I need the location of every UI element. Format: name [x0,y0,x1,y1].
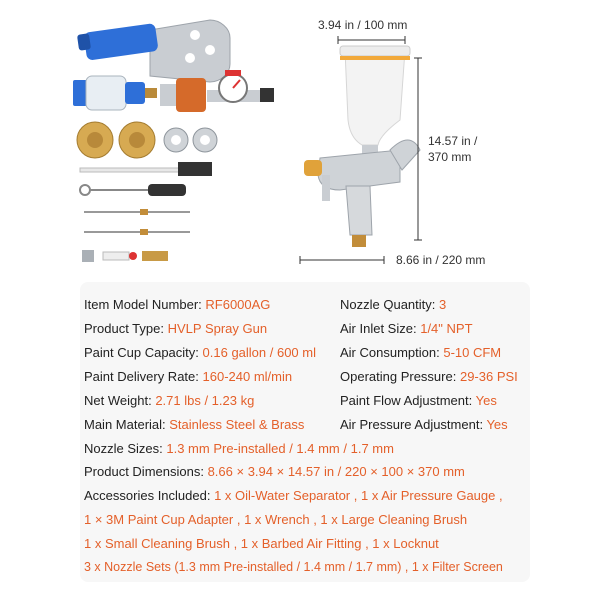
spray-gun-icon [304,46,420,247]
spec-label: Item Model Number: [84,297,202,312]
oil-water-separator-icon [73,76,157,110]
spec-label: Main Material: [84,417,166,432]
spec-value: 8.66 × 3.94 × 14.57 in / 220 × 100 × 370 mm [207,464,465,479]
product-image-area [0,0,600,270]
spec-label: Product Type: [84,321,164,336]
spec-value: 29-36 PSI [459,369,518,384]
product-illustration [0,0,600,270]
spec-row-cup [84,345,316,361]
spec-value: 2.71 lbs / 1.23 kg [155,393,255,408]
spec-label: Paint Cup Capacity: [84,345,199,360]
height-dimension-label-line1: 14.57 in / [428,134,478,148]
spec-value: 1.3 mm Pre-installed / 1.4 mm / 1.7 mm [166,441,394,456]
spec-row-flow [340,393,497,409]
spec-value: 160-240 ml/min [202,369,293,384]
spec-label: Air Inlet Size: [340,321,417,336]
spec-row-type [84,321,267,337]
spec-row-dimensions [84,464,465,480]
spec-label: Product Dimensions: [84,464,204,479]
spec-row-material [84,417,304,433]
spec-row-model [84,297,270,313]
spec-row-air-adjust [340,417,508,433]
spec-row-weight [84,393,254,409]
spec-row-delivery [84,369,292,385]
height-dimension-label-line2: 370 mm [428,150,472,164]
spec-label: Air Consumption: [340,345,440,360]
wrench-icon [77,20,230,82]
spec-row-nozzle-qty [340,297,446,313]
spec-row-pressure [340,369,518,385]
nozzle-set-icon [77,122,217,158]
spec-value: 5-10 CFM [443,345,502,360]
spec-value: HVLP Spray Gun [167,321,268,336]
spec-value: 1 x Oil-Water Separator , 1 x Air Pressure Gauge , [214,488,503,503]
spec-label: Paint Flow Adjustment: [340,393,473,408]
accessories-line-3: 1 x Small Cleaning Brush , 1 x Barbed Air Fitting , 1 x Locknut [84,536,439,551]
spec-label: Operating Pressure: [340,369,457,384]
spec-label: Accessories Included: [84,488,211,503]
spec-value: 0.16 gallon / 600 ml [202,345,316,360]
needle-icon [84,209,190,235]
spec-value: Yes [475,393,497,408]
spec-label: Nozzle Quantity: [340,297,436,312]
spec-row-accessories [84,488,503,504]
spec-value: 3 [439,297,447,312]
spec-label: Air Pressure Adjustment: [340,417,484,432]
spec-row-inlet [340,321,473,337]
spec-value: 1/4" NPT [420,321,473,336]
spec-label: Net Weight: [84,393,152,408]
spec-row-nozzle-sizes [84,441,394,457]
spec-label: Paint Delivery Rate: [84,369,199,384]
spec-label: Nozzle Sizes: [84,441,163,456]
accessories-line-4: 3 x Nozzle Sets (1.3 mm Pre-installed / 1.4 mm / 1.7 mm) , 1 x Filter Screen [84,560,503,574]
spec-value: Yes [486,417,508,432]
accessories-line-2: 1 × 3M Paint Cup Adapter , 1 x Wrench , 1 x Large Cleaning Brush [84,512,468,527]
width-dimension-label: 3.94 in / 100 mm [318,18,408,32]
spec-value: Stainless Steel & Brass [169,417,305,432]
depth-dimension-label: 8.66 in / 220 mm [396,253,486,267]
spec-row-consumption [340,345,501,361]
small-cleaning-brush-icon [80,184,186,196]
spec-value: RF6000AG [205,297,271,312]
fittings-icon [82,250,168,262]
large-cleaning-brush-icon [80,162,212,176]
cup-adapter-icon [160,78,206,112]
